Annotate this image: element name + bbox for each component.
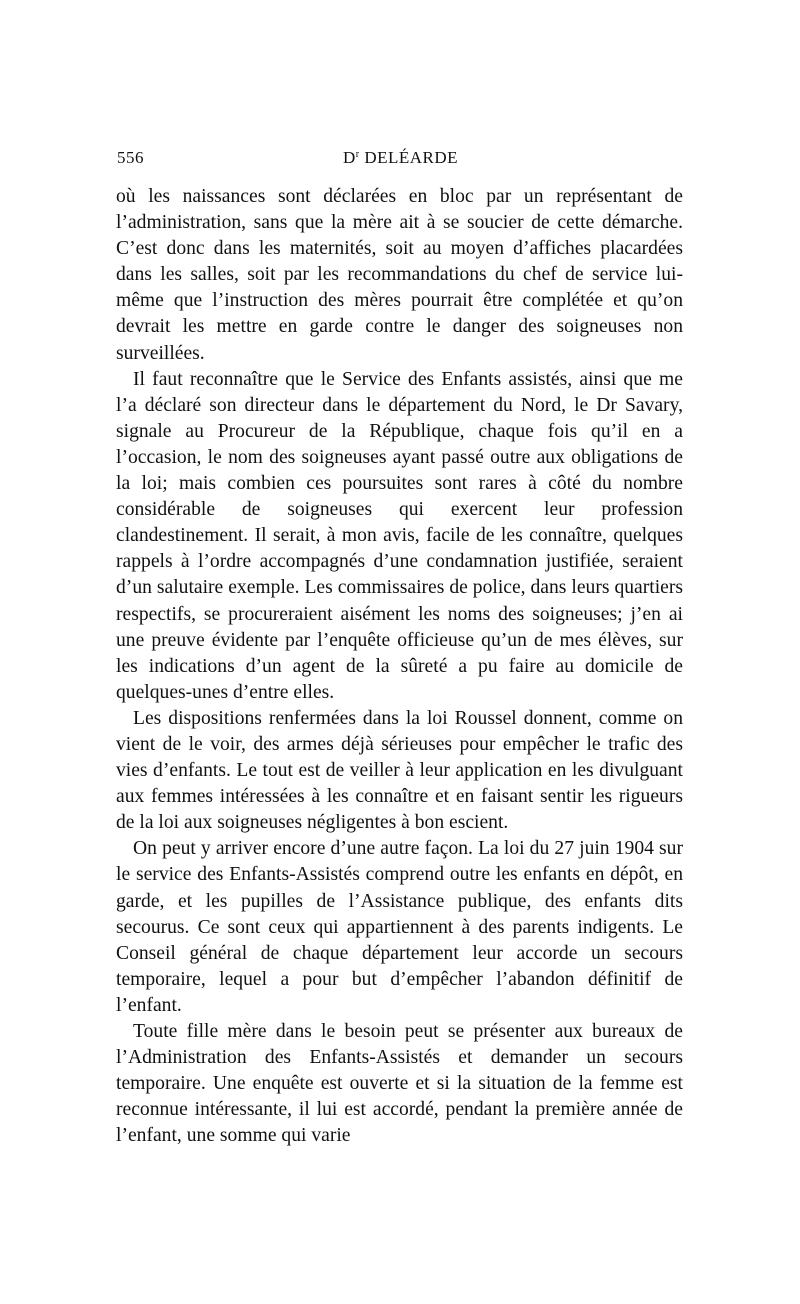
body-text	[116, 184, 683, 1149]
paragraph-2: Il faut reconnaître que le Service des Enfants assistés, ainsi que me l’a déclaré son directeur dans le département du Nord, le Dr Savary, signale au Procureur de la République, chaque fois qu’il en a l’occasion, le nom des soigneuses ayant passé outre aux obligations de la loi; mais combien ces poursuites sont rares à côté du nombre considérable de soigneuses qui exercent leur profession clandestinement. Il serait, à mon avis, facile de les connaître, quelques rappels à l’ordre accompagnés d’une condamnation justifiée, seraient d’un salutaire exemple. Les commissaires de police, dans leurs quartiers respectifs, se procureraient aisément les noms des soigneuses; j’en ai une preuve évidente par l’enquête officieuse qu’un de mes élèves, sur les indications d’un agent de la sûreté a pu faire au domicile de quelques-unes d’entre elles.	[116, 368, 683, 703]
page-header	[117, 148, 684, 172]
running-head	[343, 148, 458, 168]
author-name: DELÉARDE	[364, 148, 459, 167]
author-suffix: r	[355, 149, 360, 160]
paragraph-3: Les dispositions renfermées dans la loi Roussel donnent, comme on vient de le voir, des armes déjà sérieuses pour empêcher le trafic des vies d’enfants. Le tout est de veiller à leur application en les divulguant aux femmes intéressées à les connaître et en faisant sentir les rigueurs de la loi aux soigneuses négligentes à bon escient.	[116, 707, 683, 834]
paragraph-5: Toute fille mère dans le besoin peut se présenter aux bureaux de l’Administration des Enfants-Assistés et demander un secours temporaire. Une enquête est ouverte et si la situation de la femme est reconnue intéressante, il lui est accordé, pendant la première année de l’enfant, une somme qui varie	[116, 1021, 683, 1147]
paragraph-1: où les naissances sont déclarées en bloc par un représentant de l’administration, sans que la mère ait à se soucier de cette démarche. C’est donc dans les maternités, soit au moyen d’affiches placardées dans les salles, soit par les recommandations du chef de service lui-même que l’instruction des mères pourrait être complétée et qu’on devrait les mettre en garde contre le danger des soigneuses non surveillées.	[116, 186, 683, 364]
page-number: 556	[117, 148, 144, 167]
author-prefix: D	[342, 148, 356, 167]
paragraph-4: On peut y arriver encore d’une autre façon. La loi du 27 juin 1904 sur le service des Enfants-Assistés comprend outre les enfants en dépôt, en garde, et les pupilles de l’Assistance publique, des enfants dits secourus. Ce sont ceux qui appartiennent à des parents indigents. Le Conseil général de chaque département leur accorde un secours temporaire, lequel a pour but d’empêcher l’abandon définitif de l’enfant.	[116, 838, 683, 1016]
